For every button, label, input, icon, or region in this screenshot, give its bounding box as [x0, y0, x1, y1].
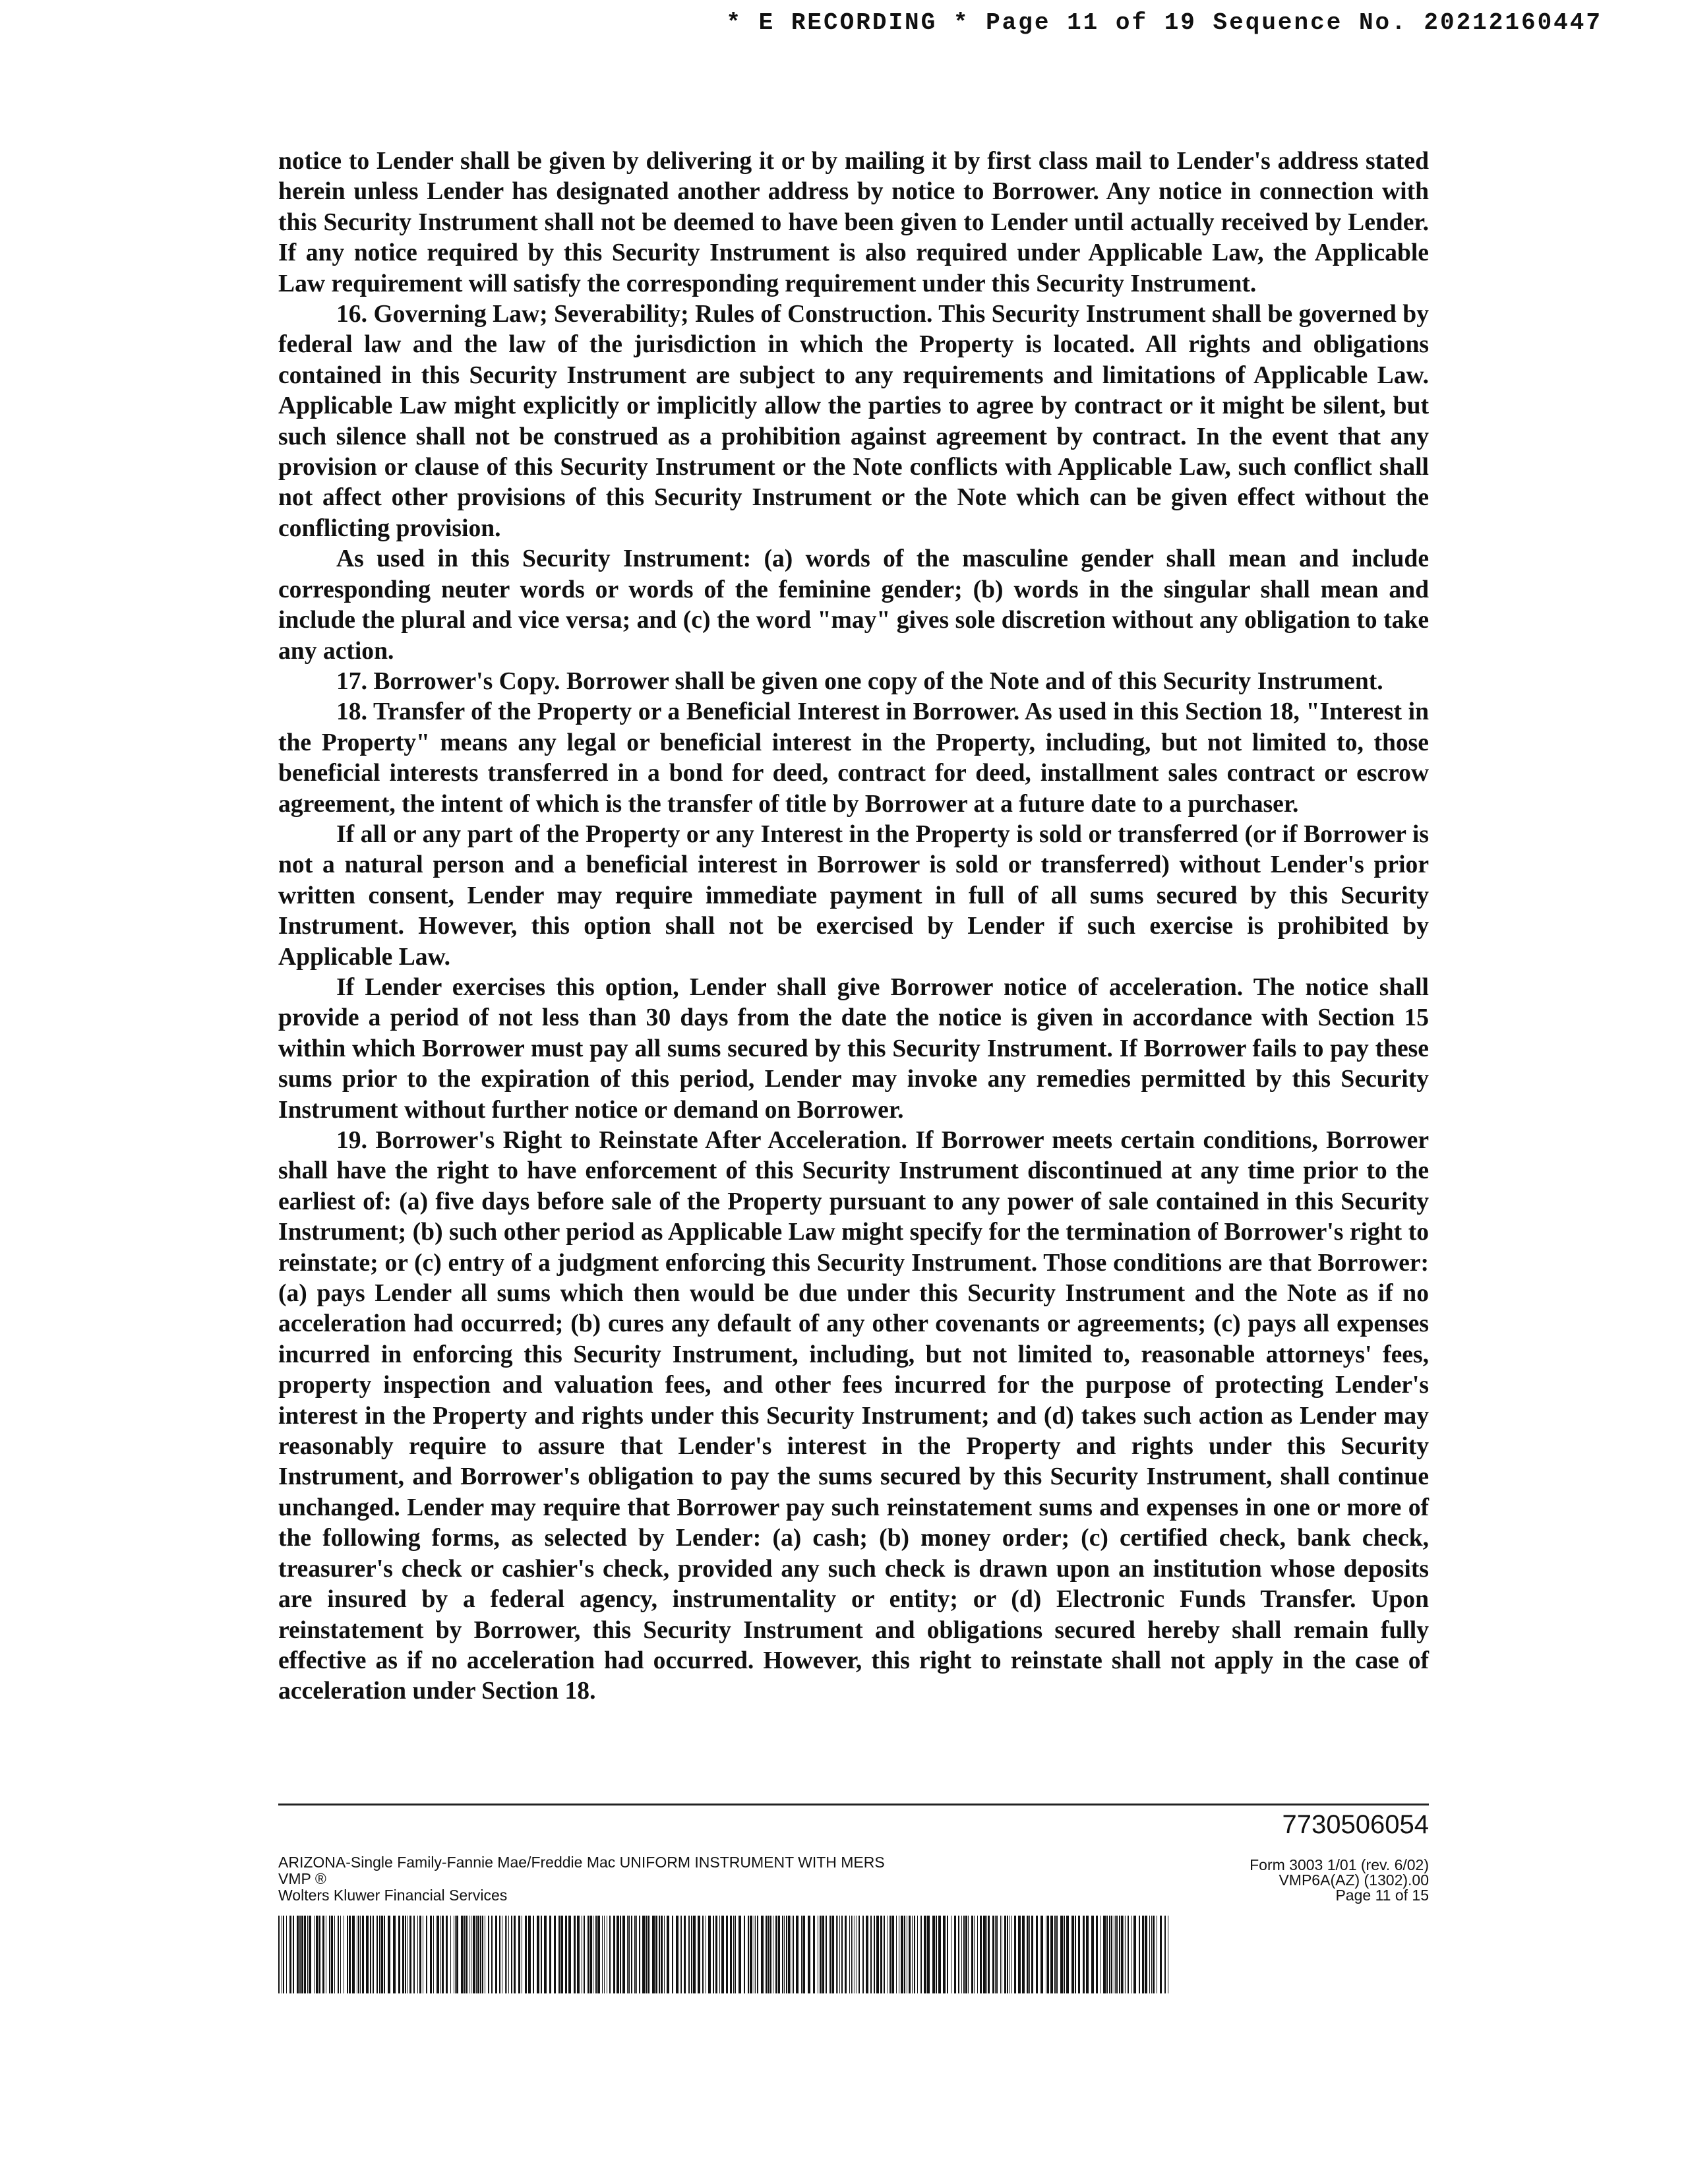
publisher-name: Wolters Kluwer Financial Services [278, 1887, 508, 1904]
section-18-title: 18. Transfer of the Property or a Beneficial Interest in Borrower. [336, 698, 1020, 726]
section-18-paragraph-3: If Lender exercises this option, Lender shall give Borrower notice of acceleration. The notice shall provide a period of not less than 30 days from the date the notice is given in accordance with Section 15 within which Borrower must pay all sums secured by this Security Instrument. If Borrower fails to pay these sums prior to the expiration of this period, Lender may invoke any remedies permitted by this Security Instrument without further notice or demand on Borrower. [278, 973, 1429, 1124]
page-number: Page 11 of 15 [1335, 1887, 1429, 1904]
section-16 [278, 299, 1429, 544]
section-19 [278, 1126, 1429, 1707]
section-19-title: 19. Borrower's Right to Reinstate After Acceleration. [336, 1127, 907, 1154]
form-title-line: ARIZONA-Single Family-Fannie Mae/Freddie Mac UNIFORM INSTRUMENT WITH MERS [278, 1854, 885, 1871]
section-16-paragraph-2: As used in this Security Instrument: (a) words of the masculine gender shall mean and include corresponding neuter words or words of the feminine gender; (b) words in the singular shall mean and include the plural and vice versa; and (c) the word "may" gives sole discretion without any obligation to take any action. [278, 545, 1429, 665]
form-description [278, 1854, 885, 1904]
section-16-text: This Security Instrument shall be governed by federal law and the law of the jurisdiction in which the Property is located. All rights and obligations contained in this Security Instrument are subject to any requirements and limitations of Applicable Law. Applicable Law might explicitly or implicitly allow the parties to agree by contract or it might be silent, but such silence shall not be construed as a prohibition against agreement by contract. In the event that any provision or clause of this Security Instrument or the Note conflicts with Applicable Law, such conflict shall not affect other provisions of this Security Instrument or the Note which can be given effect without the conflicting provision. [278, 301, 1429, 542]
section-18 [278, 697, 1429, 820]
section-18-text: As used in this Section 18, "Interest in the Property" means any legal or beneficial interest in the Property, including, but not limited to, those beneficial interests transferred in a bond for deed, contract for deed, installment sales contract or escrow agreement, the intent of which is the transfer of title by Borrower at a future date to a purchaser. [278, 698, 1429, 818]
vmp-mark: VMP ® [278, 1870, 326, 1887]
barcode [278, 1916, 1168, 1993]
footer-divider [278, 1804, 1429, 1805]
section-18-paragraph-2: If all or any part of the Property or any Interest in the Property is sold or transferred (or if Borrower is not a natural person and a beneficial interest in Borrower is sold or transferred) without Lender's prior written consent, Lender may require immediate payment in full of all sums secured by this Security Instrument. However, this option shall not be exercised by Lender if such exercise is prohibited by Applicable Law. [278, 820, 1429, 971]
section-17-title: 17. Borrower's Copy. [336, 667, 560, 695]
form-identifiers [1250, 1858, 1429, 1903]
section-17-text: Borrower shall be given one copy of the Note and of this Security Instrument. [560, 667, 1383, 695]
vmp-code: VMP6A(AZ) (1302).00 [1279, 1871, 1429, 1889]
continued-paragraph: notice to Lender shall be given by delivering it or by mailing it by first class mail to Lender's address stated herein unless Lender has designated another address by notice to Borrower. Any notice in connection with this Security Instrument shall not be deemed to have been given to Lender until actually received by Lender. If any notice required by this Security Instrument is also required under Applicable Law, the Applicable Law requirement will satisfy the corresponding requirement under this Security Instrument. [278, 148, 1429, 297]
section-16-title: 16. Governing Law; Severability; Rules of Construction. [336, 301, 933, 328]
recording-header: * E RECORDING * Page 11 of 19 Sequence No. 20212160447 [726, 9, 1602, 36]
section-17 [278, 667, 1429, 697]
loan-number: 7730506054 [1282, 1810, 1429, 1839]
section-19-text: If Borrower meets certain conditions, Borrower shall have the right to have enforcement of this Security Instrument discontinued at any time prior to the earliest of: (a) five days before sale of the Property pursuant to any power of sale contained in this Security Instrument; (b) such other period as Applicable Law might specify for the termination of Borrower's right to reinstate; or (c) entry of a judgment enforcing this Security Instrument. Those conditions are that Borrower: (a) pays Lender all sums which then would be due under this Security Instrument and the Note as if no acceleration had occurred; (b) cures any default of any other covenants or agreements; (c) pays all expenses incurred in enforcing this Security Instrument, including, but not limited to, reasonable attorneys' fees, property inspection and valuation fees, and other fees incurred for the purpose of protecting Lender's interest in the Property and rights under this Security Instrument; and (d) takes such action as Lender may reasonably require to assure that Lender's interest in the Property and rights under this Security Instrument, and Borrower's obligation to pay the sums secured by this Security Instrument, shall continue unchanged. Lender may require that Borrower pay such reinstatement sums and expenses in one or more of the following forms, as selected by Lender: (a) cash; (b) money order; (c) certified check, bank check, treasurer's check or cashier's check, provided any such check is drawn upon an institution whose deposits are insured by a federal agency, instrumentality or entity; or (d) Electronic Funds Transfer. Upon reinstatement by Borrower, this Security Instrument and obligations secured hereby shall remain fully effective as if no acceleration had occurred. However, this right to reinstate shall not apply in the case of acceleration under Section 18. [278, 1127, 1430, 1705]
form-number: Form 3003 1/01 (rev. 6/02) [1250, 1856, 1429, 1873]
document-body [278, 146, 1429, 1707]
